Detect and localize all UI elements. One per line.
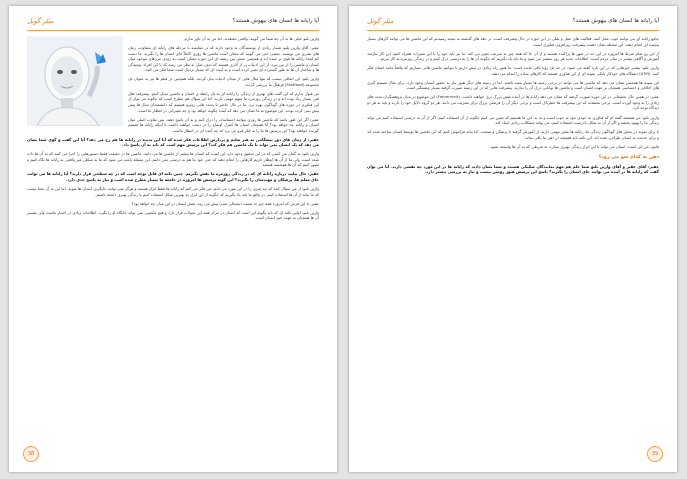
paragraph: من قبول ندارم که این گفت های بهتری از زندگی را رایانه ای به یک رابطه ی انسان و ماشین تبدیل کنیم. پیشرفت های فنی بسیار زیاد بوده اند و در زندگی روزمره ما سهم مهمی دارند. اما این سؤال هم مطرح است که چگونه می توان از این فناوری در حوزه های گوناگون بهره برد. ما در حال حاضر با پدیده هایی روبرو هستیم که دانشمندان سال ها پیش پیش بینی کرده بودند. این موضوع به ما نشان می دهد که آینده چگونه خواهد بود و چه تغییراتی در انتظار ما است. [128,90,319,113]
paragraph: وارین بلتو: از من سؤال کنید که چه چیزی را در این مورد می دانم. من فکر می کنم که رایانه ها فقط ابزار هستند و هرگز نمی توانند جایگزین انسان ها شوند. اما این به آن معنا نیست که ما نباید از آن ها استفاده کنیم. در واقع ما باید یاد بگیریم که چگونه از این ابزار به بهترین شکل استفاده کنیم تا زندگی بهتری داشته باشیم. [27,186,319,197]
paragraph: وارین بلتو: اولین نکته ای که باید بگویم این است که انسان در مرکز همه این تحولات قرار دارد و هیچ ماشینی نمی تواند جایگاه او را بگیرد. اطلاعات زیادی در اختیار ماست ولی تفسیر آن ها همچنان به عهده خود انسان است. [27,209,319,221]
paragraph-bold: عقیر: حال بیایید درباره رایانه ای که در زندگی روزمره ما نقش بگیریم. چنین نکته ای قابل توجه است که در چه سطحی قرار دارند؟ آیا رایانه ها می توانند جای معلم ها، پزشکان و مهندسان را بگیرند؟ این گونه پرسش ها امروزه در جامعه ما بسیار مطرح شده است و نیاز به پاسخ جدی دارد. [27,171,319,182]
page-number: 39 [647,446,663,462]
paragraph: با برای نمونه در بخش های گوناگون زندگی ما، رایانه ها نقش مهمی دارند. از آموزش گرفته تا پزشکی و صنعت. اما نباید فراموش کنیم که این ماشین ها توسط انسان ساخته شده اند و برای خدمت به انسان طراحی شده اند. این نکته باید همیشه در ذهن ما باقی بماند. [367,129,659,140]
left-page [9,6,337,472]
header-brand: مثلر گوتل [27,17,54,25]
page-body [27,36,319,446]
paragraph: وارین بلتو خیلی ها به آن چه شما می گویید، واقعی معتقدند. اما من به آن باور ندارم. [183,36,319,41]
paragraph-bold: عقیر: آقای عقیر و آقای وارین بلتو شما علم هم مهم نمایندگان شکیکی هستند و شما نشان دادید که رایانه ها در این مورد چه نقشی دارند. آیا می توان گفت که رایانه ها در آینده می توانند جای انسان را بگیرند؟ پاسخ این پرسش هنوز روشن نیست و نیاز به بررسی بیشتر دارد. [367,163,659,175]
section-heading: ذهن به کدام سو می رود؟ [598,155,659,161]
header-rule [27,30,319,31]
robot-image [27,36,123,126]
paragraph: عقیر: با این فرض که امروزه همه چیز به سمت دیجیتالی شدن پیش می رود، نقش انسان در این میان چه خواهد بود؟ [131,200,319,206]
paragraph: این نمونه ها همچنین نشان می دهد که ماشین ها می توانند در برخی زمینه ها بسیار مفید باشند. اما در زمینه های دیگر هنوز نیاز به حضور انسان وجود دارد. برای مثال تصمیم گیری های اخلاقی و احساسی همچنان بر عهده انسان است و ماشین ها توانایی درک آن را ندارند. پیشرفت هایی که در این زمینه صورت گرفته بسیار چشمگیر است. [367,79,659,91]
page-header [27,18,319,28]
paragraph: قانون من این است: انسان می تواند با این ابزار زندگی بهتری بسازد، به شرطی که به آن ها وابسته نشود. [489,143,659,149]
page-number: 38 [23,446,39,462]
header-question: آیا رایانه ها انسان های بیهوش هستند؟ [232,18,319,24]
page-header [367,18,659,28]
paragraph: وارین بلتو: این اتفاقی نیست که تنها مثال هایی از میدان ادبیات بیان کردید. بلکه همچنین در فیلم ها نیز به عنوان یک مجموعه (Fastfood) فرهنگ ما بررسی گردید. [128,76,319,87]
paragraph: وارین بلتو: بیشتر چیزهایی که در این باره گفته می شود، در حد یک رؤیا باقی مانده است. ما هنوز راه زیادی در پیش داریم تا بتوانیم ماشین هایی بسازیم که واقعاً مانند انسان فکر کنند. (ATM) دستگاه های خودکار بانکی نمونه ای از این فناوری هستند که کارهای ساده را انجام می دهند. [367,65,659,76]
paragraph: از این رو تمام شرط ها امروزه در این حد در شهر ها پراکنده هستند و از آن جا که همه چیز به سرعت تغییر می کند، ما نیز باید خود را با این تغییرات همراه کنیم. این کار نیازمند آموزش و آگاهی بیشتر در میان مردم است. اطلاعات جدید هر روز منتشر می شود و ما باید یاد بگیریم که چگونه آن ها را به درستی درک کنیم و در زندگی روزمره به کار ببریم. [367,50,659,62]
paragraph: عقیر: آقای وارین بلتو، شمار زیادی از نویسندگان به وجود دارند که در مقایسه با مرحله های رایانه ای متفاوت، رمان های بشری می نویسند. بعضی حتی می گویند که ممکن است ماشین ها روزی کاملاً جای انسان ها را بگیرند. ما دست کم اینجا رایانه ها قوی تر شده اند و همچنین بخش بین رشته ای این حوزه ممکن است به زودی مرزهای موجود میان انسان و ماشین را از بین ببرد. از این ادبیات پر از آثاری هستند که بدون شک به نظر می رسد که با این افراد، پیچیدگی ها و ساختار آن ها به طور گسترده ای تغییر کرده است و به آینده ای که بسیار نزدیک است شما فکر می کنید. [128,45,319,73]
paragraph: وارین بلتو: به گمان من کسی که در این تحقیق وجود دارد این است که انسان ها بیشتر از ماشین ها می دانند. ماشین ها در حقیقت فقط دستورهایی را اجرا می کنند که به آن ها داده شده است. ولی ما از آن ها انتظار داریم کارهایی را انجام دهند که حتی خود ما هم به درستی نمی دانیم. این مسئله باعث می شود که ما به شکلی غیر واقعی به رایانه ها نگاه کنیم و تصور کنیم که آن ها هوشمند هستند. [27,151,319,168]
robot-illustration [27,36,123,126]
paragraph: عقیر: در همین حال تحقیقاتی در این حوزه صورت گرفته که نشان می دهد رایانه ها در آینده نقش بزرگ تری خواهند داشت. (Fahrenheit) این موضوع در میان پژوهشگران بحث های زیادی را به وجود آورده است. برخی معتقدند که این پیشرفت ها خطرناک است و برخی دیگر آن را فرصتی بزرگ برای بشریت می دانند. هر دو گروه دلایل خود را دارند و باید به هر دو دیدگاه توجه کرد. [367,94,659,111]
header-brand: مثلر گوتل [367,17,394,25]
right-page [349,6,677,472]
paragraph: عقیر: اگر این طور باشد که ماشین ها روزی بتوانند احساسات را درک کنند و به آن پاسخ دهند، پس تفاوت اصلی میان انسان و رایانه چه خواهد بود؟ آیا همچنان انسان ها کنترل اوضاع را در دست خواهند داشت یا اینکه رایانه ها تصمیم گیرنده خواهند بود؟ این پرسش ها ما را به فکر فرو می برد که چه آینده ای در انتظار ماست. [128,116,319,133]
header-question: آیا رایانه ها انسان های بیهوش هستند؟ [572,18,659,24]
paragraph: جامع رایانه ای می توانند خوب عمل کنند. فعالیت های عمل و نقلی در این حوزه در حال پیشرفت است. در دهه های گذشته به نتیجه رسیدیم که این ماشین ها می توانند کارهای بسیار پیچیده ای انجام دهند. این مسئله نشان دهنده پیشرفت روزافزون فناوری است. [367,36,659,47]
header-rule [367,30,659,31]
paragraph-bold: عقیر: از زمان های دور پیشگامی به هنر تعلیم و پردازش اطلاعات فکر شده که آیا این پدیده در رایانه ها هم رخ می دهد؟ آیا این گفت و گوی شما نشان می دهد که یک انسان نمی تواند با یک ماشین هم فکر کند؟ این پرسش مهم است که باید به آن پاسخ داد. [27,136,319,148]
page-body [367,36,659,446]
paragraph: وارین بلتو: من همیشه گفته ام که فناوری به خودی خود نه خوب است و نه بد. این ما هستیم که تعیین می کنیم چگونه از آن استفاده کنیم. اگر از آن به درستی استفاده کنیم می تواند زندگی ما را بهبود بخشد و اگر از آن به شکل نادرست استفاده کنیم، می تواند مشکلات زیادی ایجاد کند. [367,114,659,126]
